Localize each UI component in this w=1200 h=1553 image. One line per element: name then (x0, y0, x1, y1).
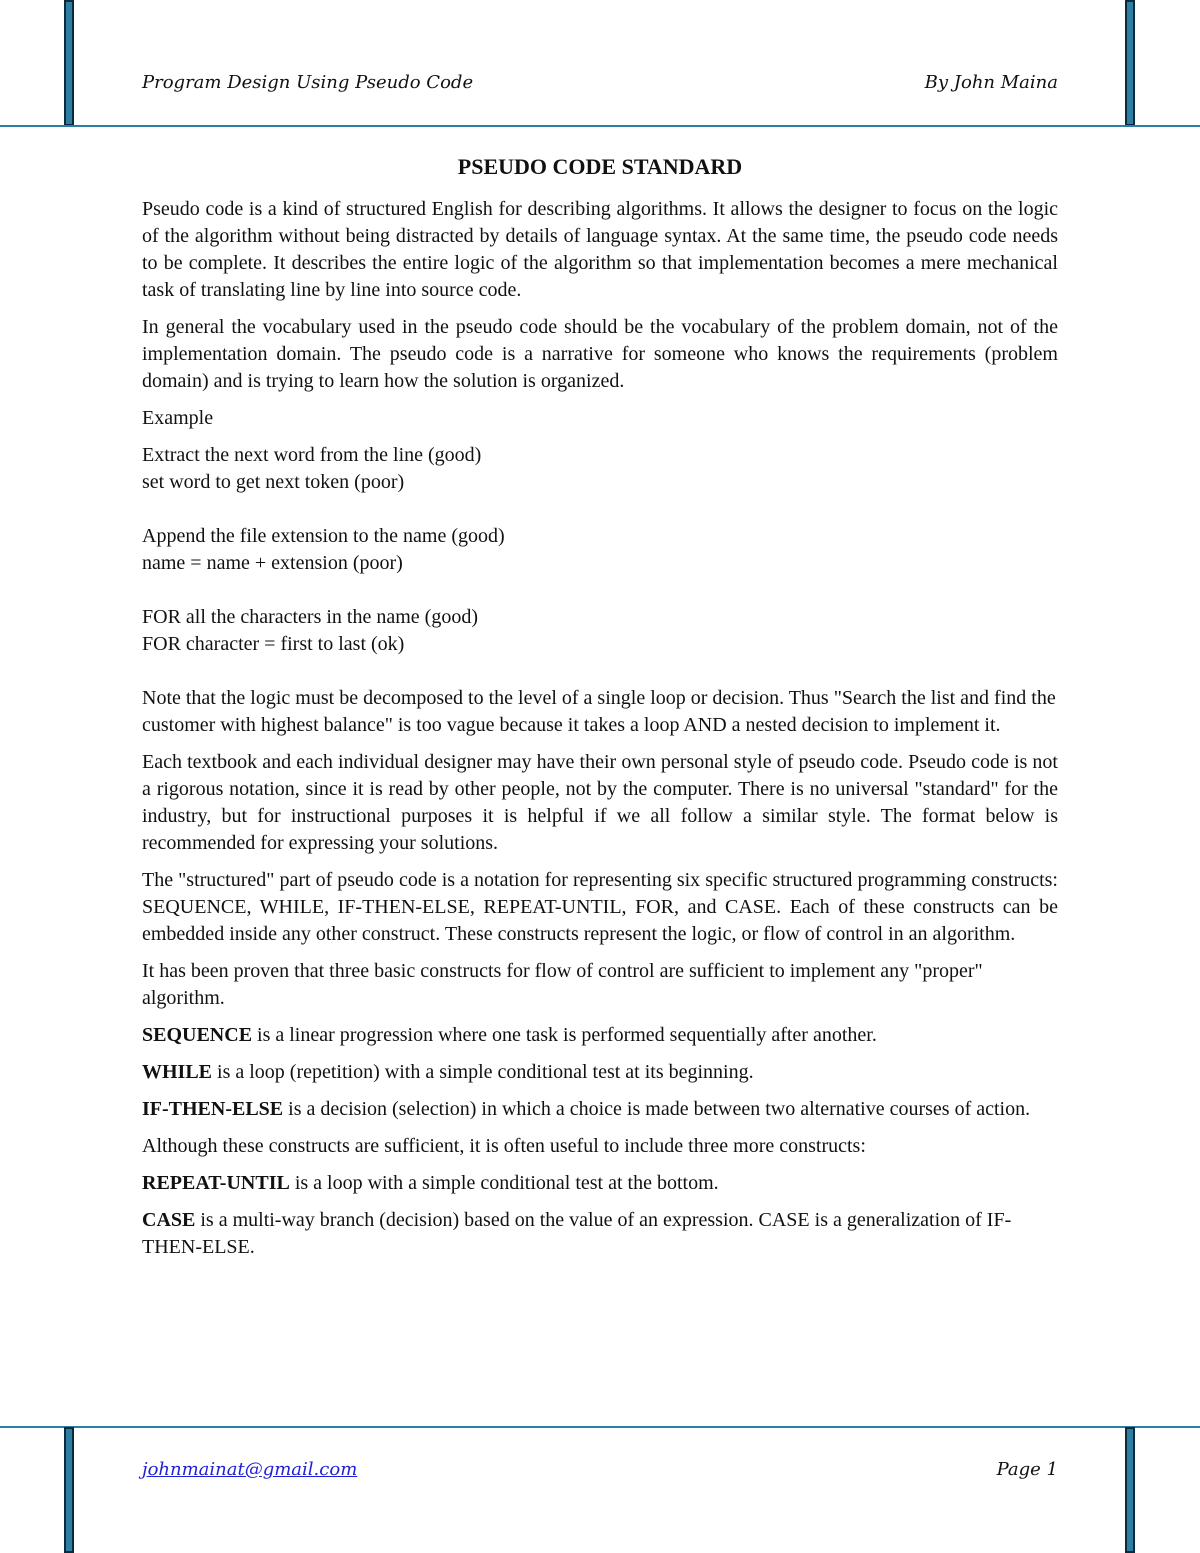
header-author: By John Maina (924, 72, 1058, 93)
definition-case (142, 1207, 1058, 1261)
term-repeat-until: REPEAT-UNTIL (142, 1172, 290, 1194)
footer-email-link[interactable]: johnmainat@gmail.com (142, 1459, 358, 1480)
definition-text: is a linear progression where one task is performed sequentially after another. (252, 1024, 877, 1046)
footer-rule (0, 1426, 1200, 1428)
example-line: set word to get next token (poor) (142, 471, 405, 493)
example-line: FOR character = first to last (ok) (142, 633, 405, 655)
paragraph-more-constructs: Although these constructs are sufficient, it is often useful to include three more constructs: (142, 1135, 866, 1157)
bottom-left-border-bar (64, 1427, 74, 1553)
definition-text: is a decision (selection) in which a choice is made between two alternative courses of action. (283, 1098, 1031, 1120)
example-label: Example (142, 407, 214, 429)
definition-text: is a loop (repetition) with a simple conditional test at its beginning. (212, 1061, 754, 1083)
header-rule (0, 125, 1200, 127)
definition-while (142, 1059, 1058, 1086)
bottom-right-border-bar (1125, 1427, 1135, 1553)
example-line: Extract the next word from the line (good) (142, 444, 482, 466)
definition-sequence (142, 1022, 1058, 1049)
term-while: WHILE (142, 1061, 213, 1083)
page-title: PSEUDO CODE STANDARD (457, 154, 743, 179)
paragraph-proven: It has been proven that three basic constructs for flow of control are sufficient to implement any "proper" algorithm. (142, 960, 983, 1009)
top-left-border-bar (64, 0, 74, 126)
paragraph-vocabulary: In general the vocabulary used in the pseudo code should be the vocabulary of the problem domain, not of the implementation domain. The pseudo code is a narrative for someone who knows the requirements (problem domain) and is trying to learn how the solution is organized. (142, 316, 1058, 392)
paragraph-structured: The "structured" part of pseudo code is a notation for representing six specific structured programming constructs: SEQUENCE, WHILE, IF-THEN-ELSE, REPEAT-UNTIL, FOR, and CASE. Each of these constructs can be embedded inside any other construct. These constructs represent the logic, or flow of control in an algorithm. (142, 869, 1058, 945)
paragraph-decomposition: Note that the logic must be decomposed to the level of a single loop or decision. Thus "Search the list and find the customer with highest balance" is too vague because it takes a loop AND a nested decision to implement it. (142, 687, 1056, 736)
definition-if-then-else (142, 1096, 1058, 1123)
example-line: name = name + extension (poor) (142, 552, 403, 574)
definition-text: is a loop with a simple conditional test at the bottom. (289, 1172, 719, 1194)
example-line: FOR all the characters in the name (good) (142, 606, 478, 628)
definition-repeat-until (142, 1170, 1058, 1197)
example-line: Append the file extension to the name (good) (142, 525, 505, 547)
paragraph-intro: Pseudo code is a kind of structured English for describing algorithms. It allows the designer to focus on the logic of the algorithm without being distracted by details of language syntax. At the same time, the pseudo code needs to be complete. It describes the entire logic of the algorithm so that implementation becomes a mere mechanical task of translating line by line into source code. (142, 198, 1058, 301)
footer-page-number: Page 1 (996, 1459, 1058, 1480)
paragraph-style: Each textbook and each individual designer may have their own personal style of pseudo code. Pseudo code is not a rigorous notation, since it is read by other people, not by the computer. There is no universal "standard" for the industry, but for instructional purposes it is helpful if we all follow a similar style. The format below is recommended for expressing your solutions. (142, 751, 1058, 854)
top-right-border-bar (1125, 0, 1135, 126)
document-body (142, 152, 1058, 1271)
term-case: CASE (142, 1209, 196, 1231)
header-doc-title: Program Design Using Pseudo Code (142, 72, 474, 93)
definition-text: is a multi-way branch (decision) based on the value of an expression. CASE is a generalization of IF-THEN-ELSE. (142, 1209, 1012, 1258)
term-if-then-else: IF-THEN-ELSE (142, 1098, 284, 1120)
term-sequence: SEQUENCE (142, 1024, 253, 1046)
